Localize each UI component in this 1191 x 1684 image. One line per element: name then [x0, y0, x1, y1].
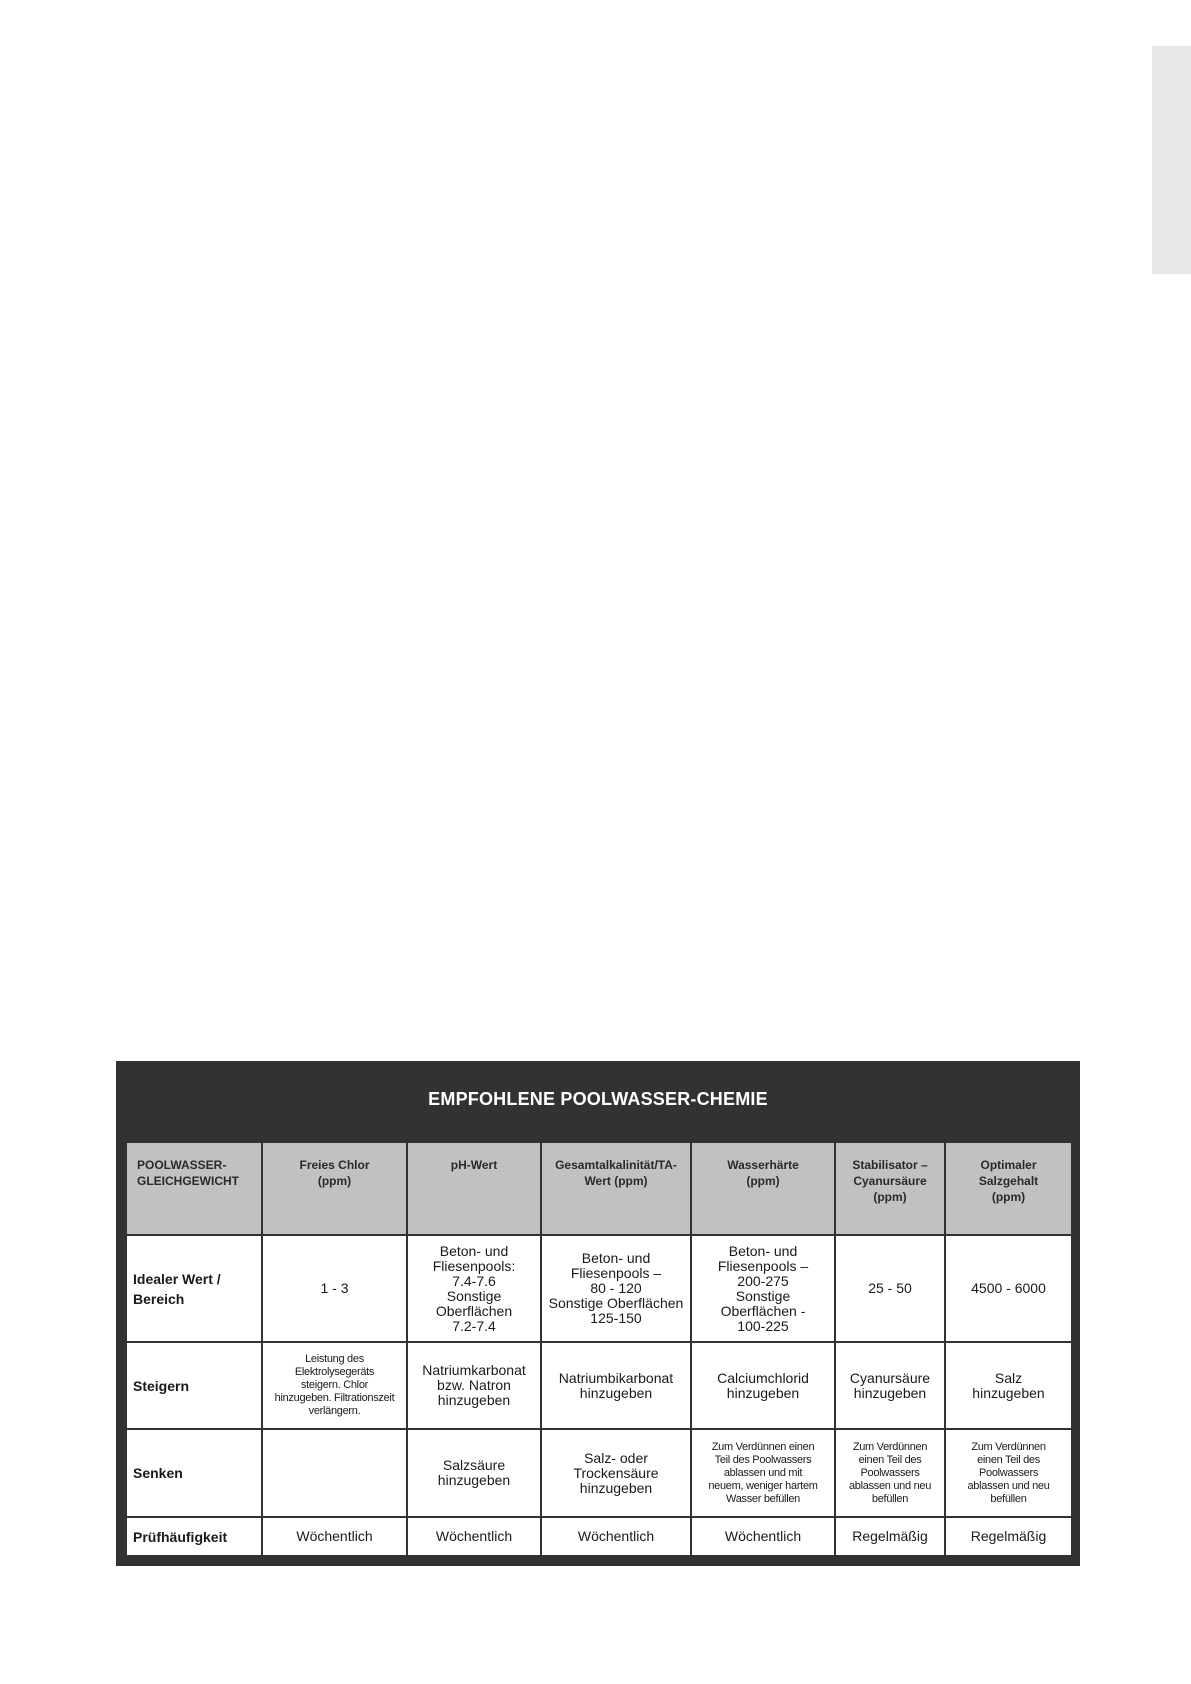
table-cell: Wöchentlich [691, 1517, 835, 1556]
column-header: Freies Chlor (ppm) [262, 1142, 407, 1235]
table-cell [262, 1429, 407, 1517]
pool-chemistry-panel [116, 1061, 1080, 1566]
column-header: Optimaler Salzgehalt (ppm) [945, 1142, 1072, 1235]
table-cell: Zum Verdünnen einen Teil des Poolwassers ablassen und neu befüllen [945, 1429, 1072, 1517]
column-header: Wasserhärte (ppm) [691, 1142, 835, 1235]
table-cell: Leistung des Elektrolysegeräts steigern. Chlor hinzugeben. Filtrationszeit verlängern. [262, 1342, 407, 1429]
column-header: pH-Wert [407, 1142, 541, 1235]
table-cell: Wöchentlich [407, 1517, 541, 1556]
table-cell: Natriumkarbonat bzw. Natron hinzugeben [407, 1342, 541, 1429]
table-cell: Wöchentlich [541, 1517, 691, 1556]
table-cell: Natriumbikarbonat hinzugeben [541, 1342, 691, 1429]
table-cell: Calciumchlorid hinzugeben [691, 1342, 835, 1429]
table-cell: 25 - 50 [835, 1235, 945, 1342]
column-header: POOLWASSER- GLEICHGEWICHT [126, 1142, 262, 1235]
row-header: Senken [126, 1429, 262, 1517]
row-header: Prüfhäufigkeit [126, 1517, 262, 1556]
table-cell: 4500 - 6000 [945, 1235, 1072, 1342]
table-cell: Regelmäßig [945, 1517, 1072, 1556]
row-header: Steigern [126, 1342, 262, 1429]
pool-chemistry-table [125, 1141, 1073, 1557]
table-row [126, 1517, 1072, 1556]
table-cell: Zum Verdünnen einen Teil des Poolwassers ablassen und neu befüllen [835, 1429, 945, 1517]
row-header: Idealer Wert / Bereich [126, 1235, 262, 1342]
column-header: Stabilisator – Cyanursäure (ppm) [835, 1142, 945, 1235]
table-row [126, 1342, 1072, 1429]
table-cell: Salz- oder Trockensäure hinzugeben [541, 1429, 691, 1517]
table-cell: Zum Verdünnen einen Teil des Poolwassers ablassen und mit neuem, weniger hartem Wasser befüllen [691, 1429, 835, 1517]
table-cell: Salz hinzugeben [945, 1342, 1072, 1429]
table-cell: Beton- und Fliesenpools – 80 - 120 Sonstige Oberflächen 125-150 [541, 1235, 691, 1342]
table-cell: Beton- und Fliesenpools – 200-275 Sonstige Oberflächen - 100-225 [691, 1235, 835, 1342]
table-cell: Cyanursäure hinzugeben [835, 1342, 945, 1429]
table-cell: Wöchentlich [262, 1517, 407, 1556]
table-row [126, 1429, 1072, 1517]
table-cell: Beton- und Fliesenpools: 7.4-7.6 Sonstige Oberflächen 7.2-7.4 [407, 1235, 541, 1342]
table-cell: Salzsäure hinzugeben [407, 1429, 541, 1517]
column-header: Gesamtalkalinität/TA- Wert (ppm) [541, 1142, 691, 1235]
table-row [126, 1235, 1072, 1342]
table-cell: Regelmäßig [835, 1517, 945, 1556]
header-row [126, 1142, 1072, 1235]
table-cell: 1 - 3 [262, 1235, 407, 1342]
side-tab-marker [1152, 46, 1191, 274]
panel-title: EMPFOHLENE POOLWASSER-CHEMIE [428, 1089, 768, 1109]
